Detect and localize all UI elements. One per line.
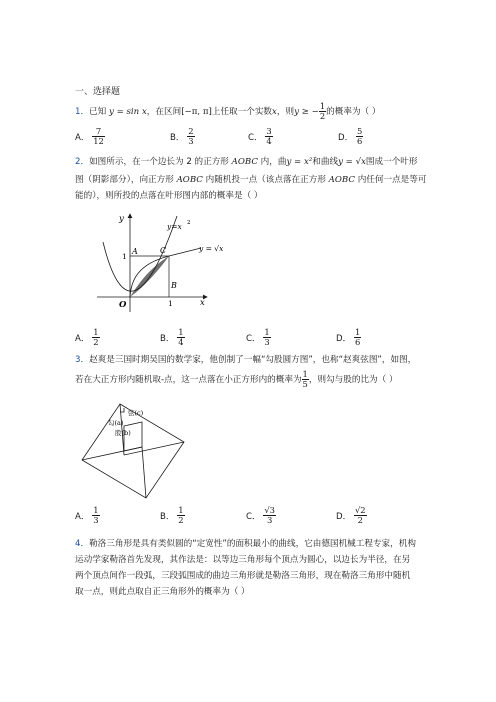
denominator: 2 [357, 515, 363, 525]
option-label: C． [248, 132, 263, 143]
label-xian: 弦(c) [128, 409, 144, 417]
q3-option-d[interactable] [336, 506, 367, 525]
q3-text-2a: 若在大正方形内随机取-点，这一点落在小正方形内的概率为 [75, 375, 302, 385]
denominator: 3 [264, 337, 270, 347]
denominator: 4 [266, 136, 272, 146]
q2-number: 2． [75, 157, 90, 167]
option-label: A． [75, 132, 90, 143]
denominator: 12 [93, 136, 104, 146]
triangle-edge-3 [142, 447, 146, 498]
q2-text-2a: 图（阴影部分），向正方形 [75, 175, 177, 185]
q2-line-1 [75, 156, 418, 169]
q1-text-3: 上任取一个实数 [211, 107, 273, 117]
q1-option-d[interactable] [338, 127, 363, 146]
q4-line-4: 取一点，则此点取自正三角形外的概率为（ ） [75, 587, 250, 597]
q1-text-5: 的概率为（ ） [326, 107, 381, 117]
denominator: 3 [188, 136, 194, 146]
numerator: 1 [319, 101, 326, 111]
option-label: A． [75, 511, 90, 522]
option-label: C． [246, 511, 261, 522]
x-axis-label: x [200, 298, 205, 308]
root-curve [130, 248, 201, 297]
option-label: C． [246, 333, 261, 344]
q4-line-2: 运动学家勒洛首先发现，其作法是：以等边三角形每个顶点为圆心，以边长为半径，在另 [75, 555, 411, 565]
q1-function: y = sin x [109, 107, 147, 117]
denominator: 3 [93, 515, 99, 525]
q3-line-1 [75, 354, 416, 367]
denominator: 6 [356, 136, 363, 146]
q3-text-1: 赵爽是三国时期吴国的数学家，他创制了一幅“勾股圆方图”，也称“赵爽弦图”，如图， [89, 355, 417, 365]
q1-interval: [−π, π] [181, 107, 212, 117]
q3-number: 3． [75, 355, 90, 365]
q3-option-a[interactable] [75, 506, 100, 525]
denominator: 4 [178, 337, 184, 347]
numerator: 1 [93, 505, 99, 515]
q2-option-a[interactable] [75, 328, 100, 347]
numerator: 1 [264, 327, 270, 337]
numerator: 3 [266, 126, 272, 136]
triangle-edge-2 [124, 442, 184, 455]
label-gu: 股(b) [115, 429, 131, 437]
denominator: 2 [178, 515, 184, 525]
q2-option-b[interactable] [160, 328, 185, 347]
q2-option-c[interactable] [246, 328, 271, 347]
q1-ineq: y ≥ − [294, 107, 319, 117]
section-title: 一、选择题 [75, 87, 121, 97]
option-label: A． [75, 333, 90, 344]
y-tick-1: 1 [122, 252, 127, 261]
q2-square-name: AOBC [328, 175, 355, 185]
q4-line-3: 两个顶点间作一段弧，三段弧围成的曲边三角形就是勒洛三角形，现在勒洛三角形中随机 [75, 571, 411, 581]
parabola-label: y=x [167, 222, 182, 231]
q3-probability [302, 370, 309, 389]
point-a-label: A [132, 247, 138, 256]
denominator: 2 [319, 111, 326, 121]
q4-line-1 [75, 538, 416, 551]
outer-square [82, 404, 184, 498]
origin-label: O [119, 300, 127, 310]
option-label: B． [160, 511, 175, 522]
q1-stem [75, 102, 380, 121]
root-label: y = √x [199, 244, 224, 253]
q2-text-1c: 和曲线 [312, 157, 339, 167]
numerator: 1 [178, 327, 184, 337]
q2-line-2 [75, 174, 426, 187]
option-label: D． [336, 333, 352, 344]
numerator: 1 [354, 327, 361, 337]
q1-var: x [272, 107, 277, 117]
denominator: 6 [354, 337, 361, 347]
numerator: √2 [354, 505, 366, 515]
numerator: 2 [188, 126, 194, 136]
q2-option-d[interactable] [336, 328, 361, 347]
x-tick-1: 1 [168, 299, 173, 308]
q2-curve-1: y = x² [286, 157, 313, 167]
q2-text-1d: 围成一个叶形 [365, 157, 418, 167]
q4-number: 4． [75, 539, 90, 549]
q2-text-1b: 内，曲 [257, 157, 287, 167]
point-c-label: C [160, 246, 167, 255]
q2-curve-2: y = √x [338, 157, 366, 167]
option-label: D． [338, 132, 354, 143]
label-gou: 勾(a) [108, 419, 124, 427]
q3-option-c[interactable] [246, 506, 276, 525]
denominator: 5 [302, 379, 308, 389]
q3-option-b[interactable] [160, 506, 185, 525]
q3-figure [78, 400, 188, 502]
option-label: D． [336, 511, 352, 522]
denominator: 2 [93, 337, 99, 347]
q1-text-4: ，则 [276, 107, 295, 117]
q4-text-1: 勒洛三角形是具有类似圆的“定宽性”的面积最小的曲线，它由德国机械工程专家，机构 [89, 539, 416, 549]
q2-line-3: 能的），则所投的点落在叶形图内部的概率是（ ） [75, 191, 263, 201]
numerator: 1 [302, 369, 308, 379]
denominator: 3 [267, 515, 273, 525]
parabola-label-exponent: 2 [187, 220, 191, 226]
q2-square-name: AOBC [176, 175, 203, 185]
q2-text-2c: 内任何一点是等可 [354, 175, 427, 185]
numerator: 1 [178, 505, 184, 515]
y-axis-label: y [119, 214, 124, 224]
q1-number: 1． [75, 107, 90, 117]
q1-text-2: ，在区间 [146, 107, 182, 117]
numerator: 7 [92, 127, 105, 137]
numerator: √3 [264, 505, 276, 515]
q3-text-2b: ，则勾与股的比为（ ） [308, 375, 398, 385]
option-label: B． [170, 132, 185, 143]
q1-option-c[interactable] [248, 127, 273, 146]
q2-text-1a: 如图所示，在一个边长为 2 的正方形 [89, 157, 232, 167]
q2-figure [95, 208, 235, 316]
q2-text-2b: 内随机投一点（该点落在正方形 [202, 175, 329, 185]
option-label: B． [160, 333, 175, 344]
q1-option-b[interactable] [170, 127, 195, 146]
q1-text-1: 已知 [89, 107, 107, 117]
q3-line-2 [75, 370, 398, 389]
numerator: 1 [93, 327, 99, 337]
q2-square-name: AOBC [231, 157, 258, 167]
q1-option-a[interactable] [75, 127, 105, 146]
point-b-label: B [171, 281, 177, 290]
numerator: 5 [356, 126, 363, 136]
